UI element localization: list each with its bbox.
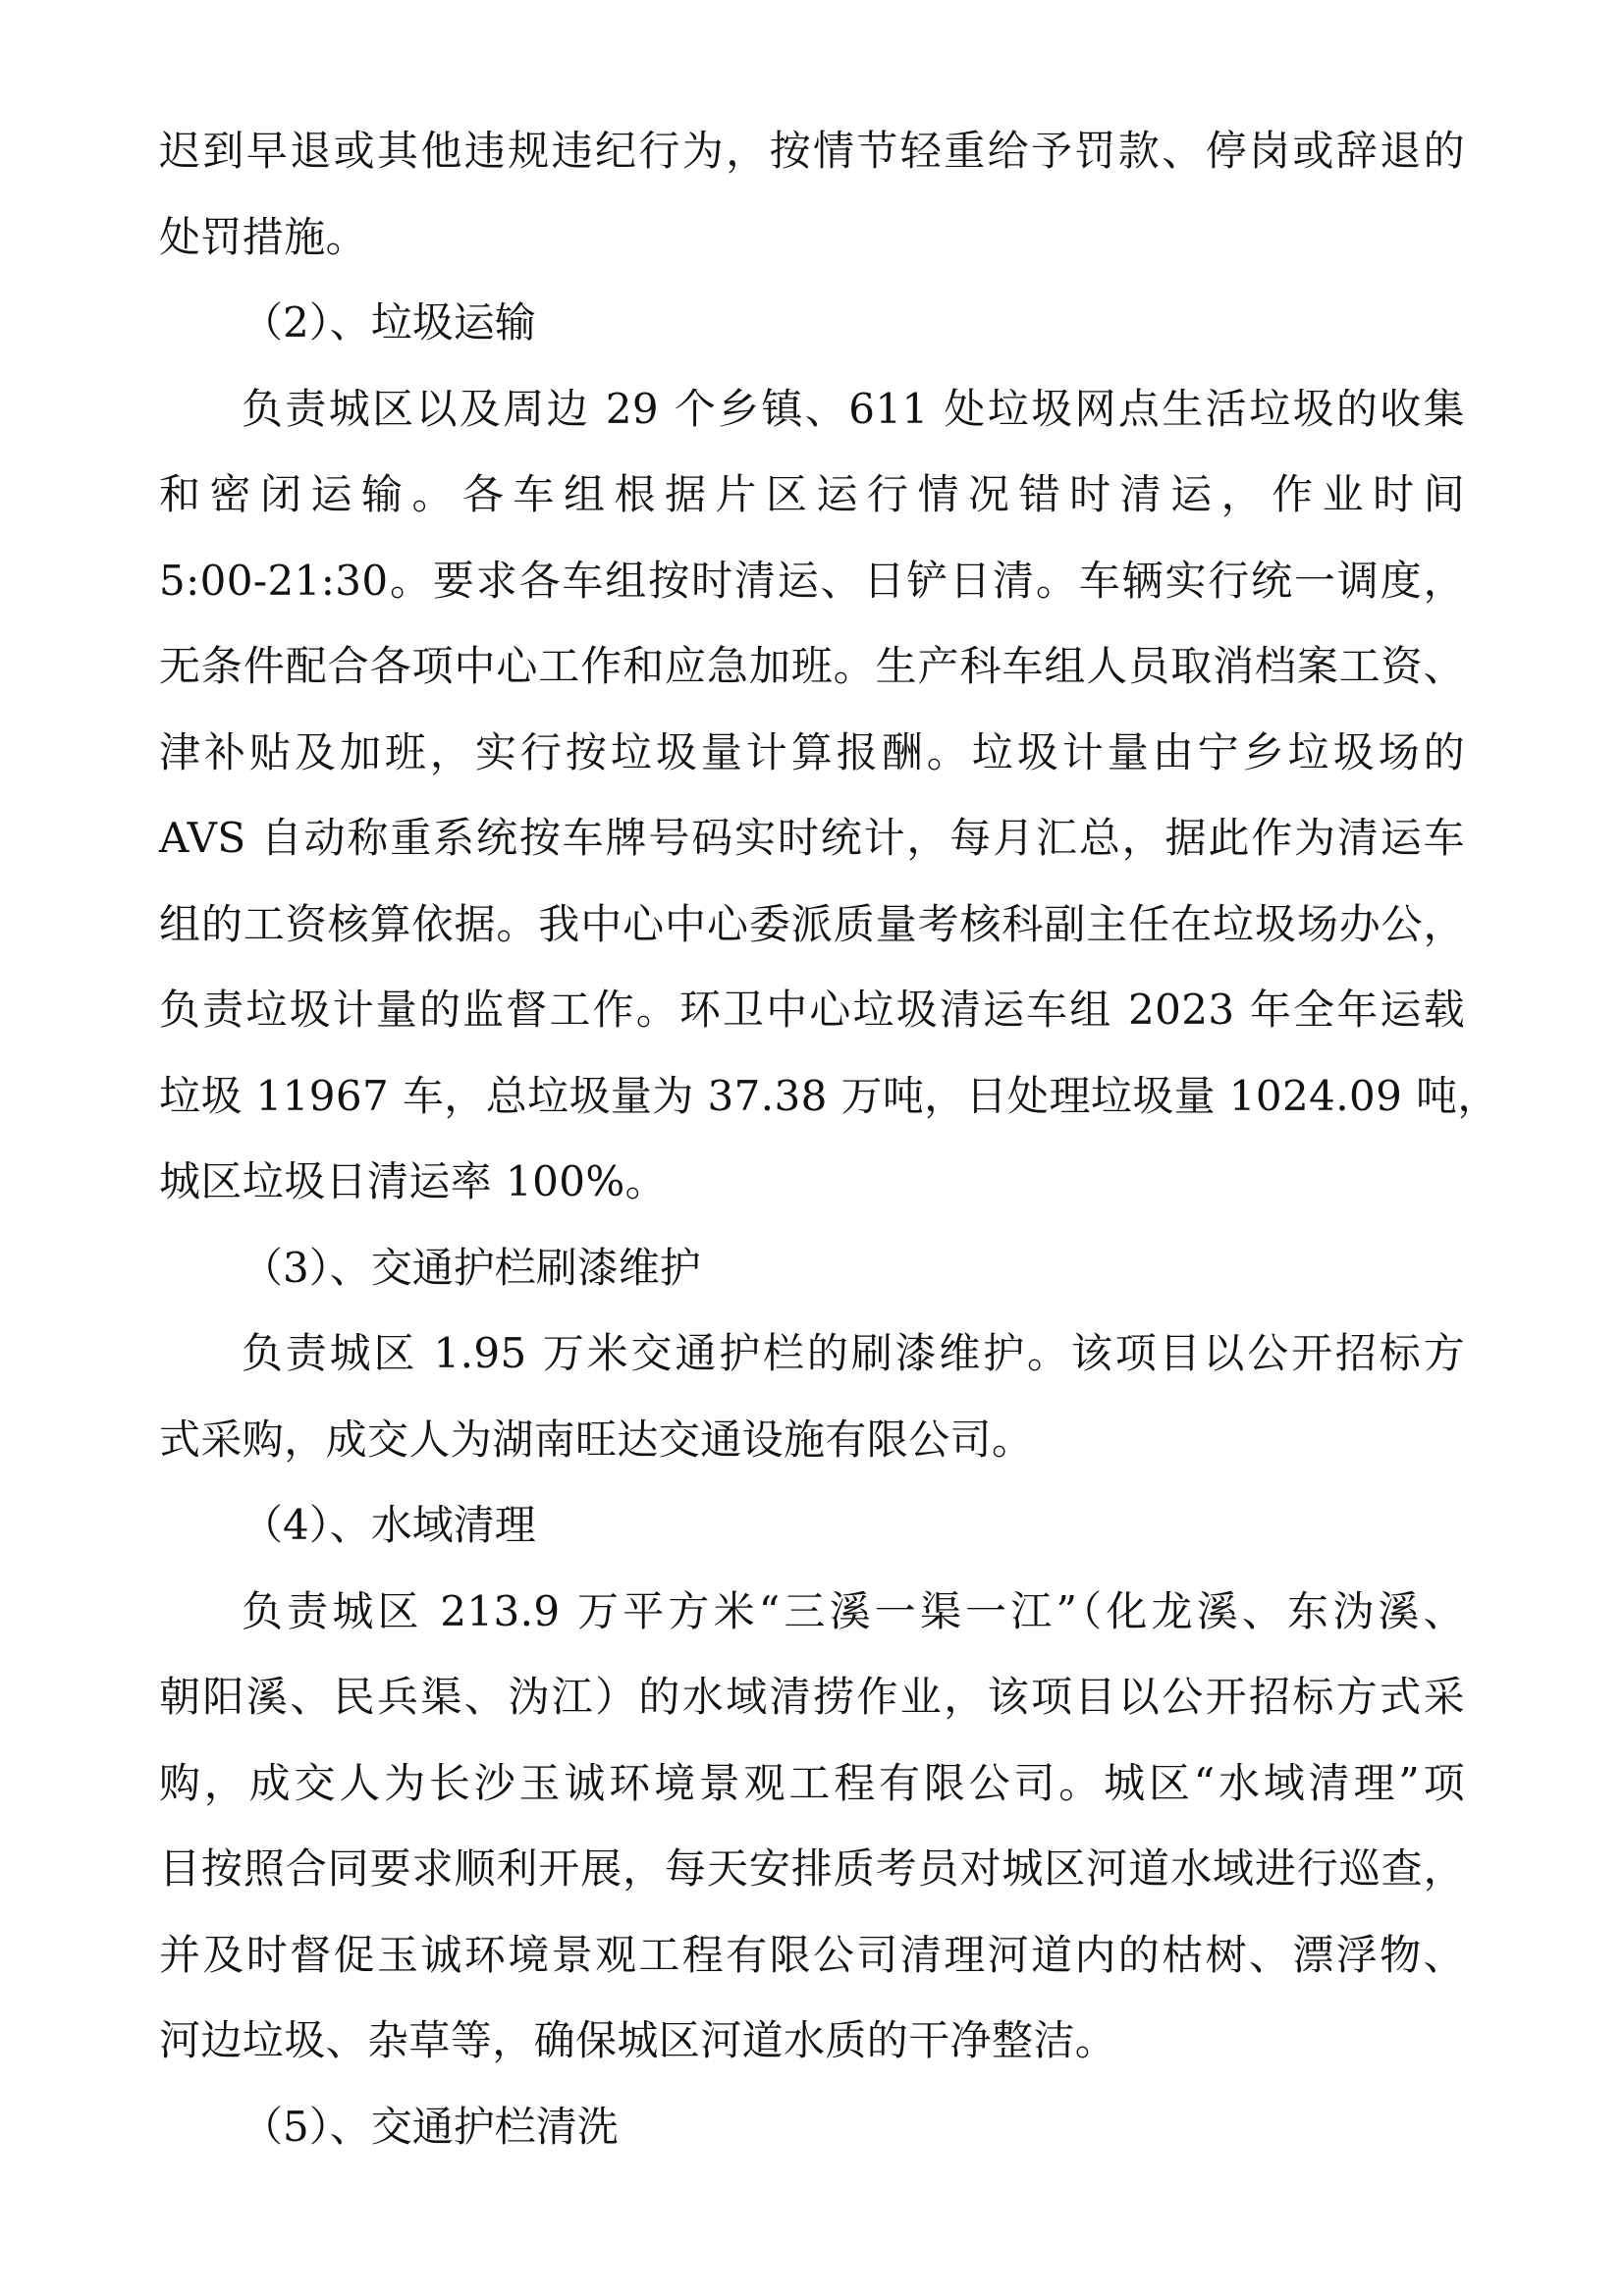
text-line: 河边垃圾、杂草等，确保城区河道水质的干净整洁。: [159, 2016, 1117, 2064]
text-line: 和密闭运输。各车组根据片区运行情况错时清运，作业时间: [159, 470, 1465, 518]
section-heading-guardrail-cleaning: （5）、交通护栏清洗: [242, 2102, 619, 2151]
text-line: 无条件配合各项中心工作和应急加班。生产科车组人员取消档案工资、: [159, 642, 1465, 690]
paragraph-water-cleanup: [159, 1569, 1465, 2084]
section-heading-water-cleanup: （4）、水域清理: [242, 1501, 536, 1549]
paragraph-guardrail-painting: [159, 1310, 1465, 1482]
text-line: 朝阳溪、民兵渠、沩江）的水域清捞作业，该项目以公开招标方式采: [159, 1673, 1465, 1721]
text-line: 城区垃圾日清运率 100%。: [159, 1157, 668, 1205]
text-line: 负责垃圾计量的监督工作。环卫中心垃圾清运车组 2023 年全年运载: [159, 986, 1465, 1034]
text-line: 处罚措施。: [159, 212, 368, 261]
paragraph-penalty-continuation: [159, 108, 1465, 280]
text-line: 垃圾 11967 车，总垃圾量为 37.38 万吨，日处理垃圾量 1024.09 吨，: [159, 1071, 1499, 1120]
section-heading-garbage-transport: （2）、垃圾运输: [242, 298, 536, 347]
text-line: 目按照合同要求顺利开展，每天安排质考员对城区河道水域进行巡查，: [159, 1844, 1465, 1893]
paragraph-garbage-transport: [159, 366, 1499, 1225]
text-line: 购，成交人为长沙玉诚环境景观工程有限公司。城区“水域清理”项: [159, 1758, 1465, 1807]
text-line: AVS 自动称重系统按车牌号码实时统计，每月汇总，据此作为清运车: [159, 814, 1465, 862]
text-line: 负责城区 213.9 万平方米“三溪一渠一江”（化龙溪、东沩溪、: [242, 1586, 1465, 1635]
text-line: 负责城区以及周边 29 个乡镇、611 处垃圾网点生活垃圾的收集: [242, 384, 1465, 433]
text-line: 并及时督促玉诚环境景观工程有限公司清理河道内的枯树、漂浮物、: [159, 1930, 1465, 1979]
text-line: 式采购，成交人为湖南旺达交通设施有限公司。: [159, 1415, 1034, 1464]
text-line: 迟到早退或其他违规违纪行为，按情节轻重给予罚款、停岗或辞退的: [159, 127, 1465, 175]
text-line: 组的工资核算依据。我中心中心委派质量考核科副主任在垃圾场办公，: [159, 899, 1465, 948]
text-line: 负责城区 1.95 万米交通护栏的刷漆维护。该项目以公开招标方: [242, 1329, 1465, 1377]
document-body: [159, 108, 1499, 2169]
text-line: 津补贴及加班，实行按垃圾量计算报酬。垃圾计量由宁乡垃圾场的: [159, 727, 1465, 776]
text-line: 5:00-21:30。要求各车组按时清运、日铲日清。车辆实行统一调度，: [159, 556, 1465, 605]
section-heading-guardrail-painting: （3）、交通护栏刷漆维护: [242, 1243, 701, 1292]
